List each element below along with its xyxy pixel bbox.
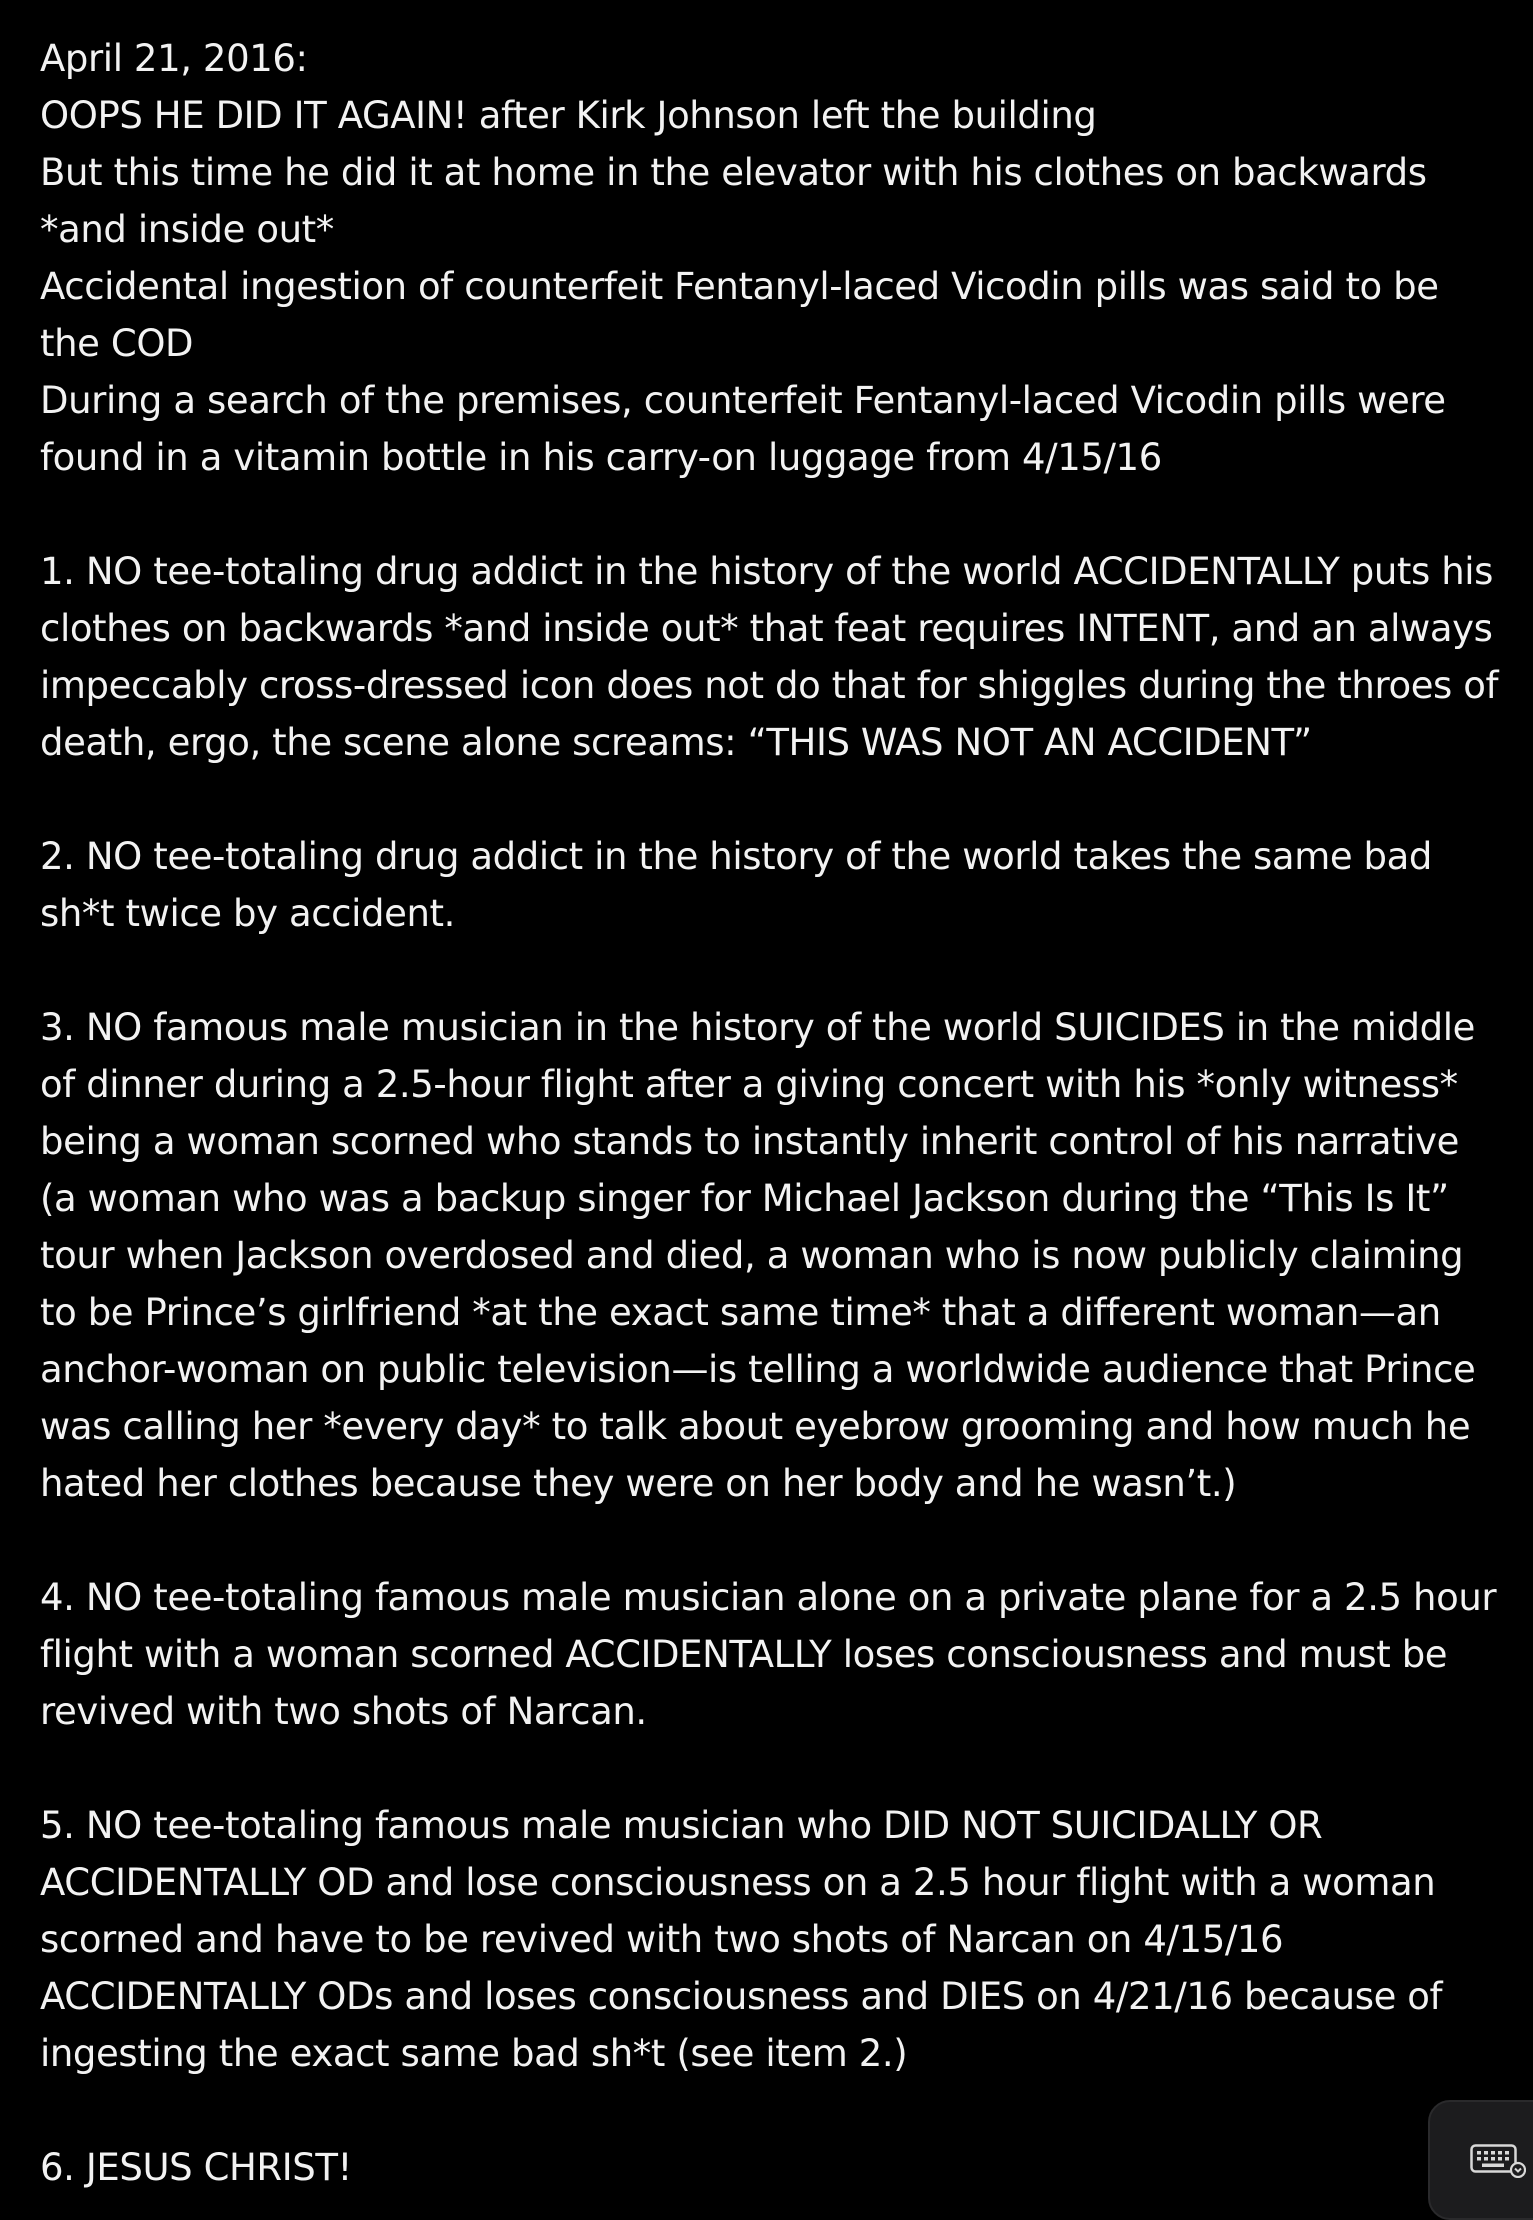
paragraph-spacer	[40, 1740, 1500, 1797]
paragraph-spacer	[40, 771, 1500, 828]
note-item-2: 2. NO tee-totaling drug addict in the history of the world takes the same bad sh*t twice by accident.	[40, 835, 1433, 935]
note-line: Accidental ingestion of counterfeit Fentanyl-laced Vicodin pills was said to be the COD	[40, 265, 1439, 365]
note-line: During a search of the premises, counterfeit Fentanyl-laced Vicodin pills were found in a vitamin bottle in his carry-on luggage from 4/15/16	[40, 379, 1446, 479]
keyboard-dismiss-button[interactable]	[1428, 2100, 1533, 2220]
keyboard-dismiss-icon	[1470, 2144, 1526, 2178]
paragraph-spacer	[40, 486, 1500, 543]
note-item-5: 5. NO tee-totaling famous male musician who DID NOT SUICIDALLY OR ACCIDENTALLY OD and lose consciousness on a 2.5 hour flight with a woman scorned and have to be revived with two shots of Narcan on 4/15/16 ACCIDENTALLY ODs and loses consciousness and DIES on 4/21/16 because of ingesting the exact same bad sh*t (see item 2.)	[40, 1804, 1443, 2075]
paragraph-spacer	[40, 1512, 1500, 1569]
note-item-1: 1. NO tee-totaling drug addict in the history of the world ACCIDENTALLY puts his clothes on backwards *and inside out* that feat requires INTENT, and an always impeccably cross-dressed icon does not do that for shiggles during the throes of death, ergo, the scene alone screams: “THIS WAS NOT AN ACCIDENT”	[40, 550, 1499, 764]
note-item-4: 4. NO tee-totaling famous male musician alone on a private plane for a 2.5 hour flight with a woman scorned ACCIDENTALLY loses consciousness and must be revived with two shots of Narcan.	[40, 1576, 1497, 1733]
note-item-6: 6. JESUS CHRIST!	[40, 2146, 352, 2189]
paragraph-spacer	[40, 2082, 1500, 2139]
note-date-line: April 21, 2016:	[40, 37, 308, 80]
paragraph-spacer	[40, 942, 1500, 999]
note-line: But this time he did it at home in the elevator with his clothes on backwards *and inside out*	[40, 151, 1427, 251]
note-body[interactable]	[40, 30, 1500, 2196]
note-item-3: 3. NO famous male musician in the history of the world SUICIDES in the middle of dinner during a 2.5-hour flight after a giving concert with his *only witness* being a woman scorned who stands to instantly inherit control of his narrative (a woman who was a backup singer for Michael Jackson during the “This Is It” tour when Jackson overdosed and died, a woman who is now publicly claiming to be Prince’s girlfriend *at the exact same time* that a different woman—an anchor-woman on public television—is telling a worldwide audience that Prince was calling her *every day* to talk about eyebrow grooming and how much he hated her clothes because they were on her body and he wasn’t.)	[40, 1006, 1476, 1505]
note-headline: OOPS HE DID IT AGAIN! after Kirk Johnson left the building	[40, 94, 1097, 137]
